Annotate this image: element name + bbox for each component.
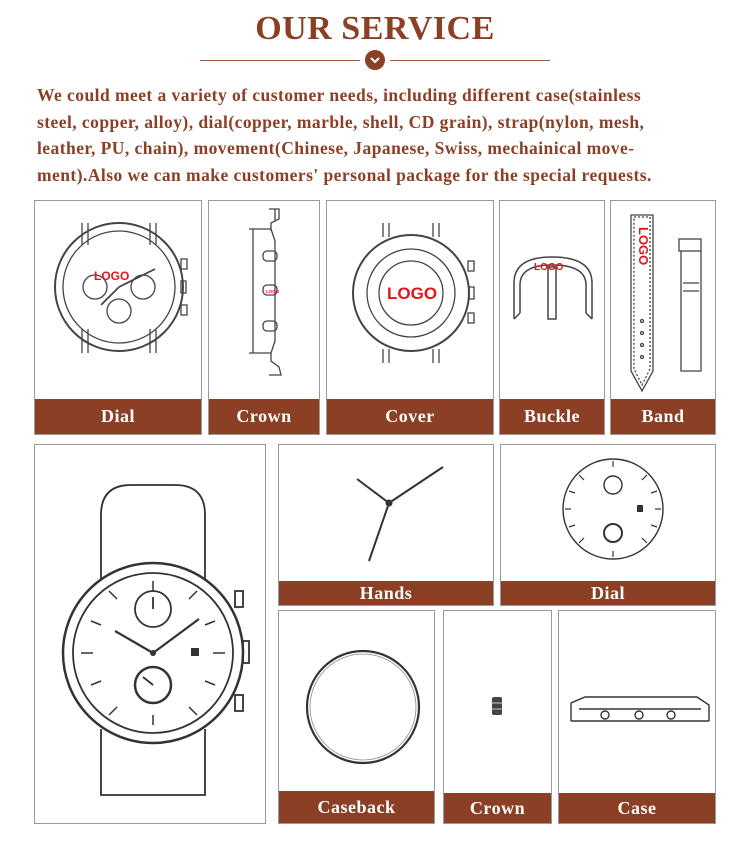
intro-line: We could meet a variety of customer needs, including different case(stainless xyxy=(37,85,642,105)
crown-detail-card xyxy=(443,610,552,824)
crown-label: Crown xyxy=(209,399,319,434)
case-illustration xyxy=(559,611,716,801)
watch-card xyxy=(34,444,266,824)
caseback-label: Caseback xyxy=(279,791,434,823)
crown-side-illustration xyxy=(209,201,320,401)
cover-logo-text: LOGO xyxy=(387,284,438,303)
buckle-label: Buckle xyxy=(500,399,604,434)
intro-line: leather, PU, chain), movement(Chinese, Japanese, Swiss, mechainical move- xyxy=(37,138,635,158)
dial-detail-illustration xyxy=(501,445,716,585)
buckle-card xyxy=(499,200,605,435)
cover-illustration xyxy=(327,201,494,401)
cover-card xyxy=(326,200,494,435)
cover-label: Cover xyxy=(327,399,493,434)
intro-line: ment).Also we can make customers' personal package for the special requests. xyxy=(37,164,652,185)
chevron-down-icon xyxy=(365,50,385,70)
caseback-card xyxy=(278,610,435,824)
case-label: Case xyxy=(559,793,715,823)
intro-line: steel, copper, alloy), dial(copper, marble, shell, CD grain), strap(nylon, mesh, xyxy=(37,111,645,132)
dial-detail-card xyxy=(500,444,716,606)
title-divider-right xyxy=(390,60,550,61)
crown-detail-label: Crown xyxy=(444,793,551,823)
case-card xyxy=(558,610,716,824)
buckle-illustration xyxy=(500,201,605,401)
intro-paragraph xyxy=(37,82,720,188)
dial-detail-label: Dial xyxy=(501,581,715,605)
crown-card xyxy=(208,200,320,435)
hands-illustration xyxy=(279,445,494,585)
crown-detail-illustration xyxy=(444,611,552,801)
dial-card xyxy=(34,200,202,435)
title-divider-left xyxy=(200,60,360,61)
page-title: OUR SERVICE xyxy=(255,10,495,47)
watch-illustration xyxy=(35,445,266,824)
band-card xyxy=(610,200,716,435)
dial-logo-text: LOGO xyxy=(94,269,130,283)
hands-label: Hands xyxy=(279,581,493,605)
dial-illustration xyxy=(35,201,202,401)
caseback-illustration xyxy=(279,611,435,801)
band-label: Band xyxy=(611,399,715,434)
hands-card xyxy=(278,444,494,606)
band-illustration xyxy=(611,201,716,401)
buckle-logo-text: LOGO xyxy=(534,262,564,273)
band-logo-text: LOGO xyxy=(636,227,651,266)
dial-label: Dial xyxy=(35,399,201,434)
crown-logo-text: LOGO xyxy=(266,289,280,294)
